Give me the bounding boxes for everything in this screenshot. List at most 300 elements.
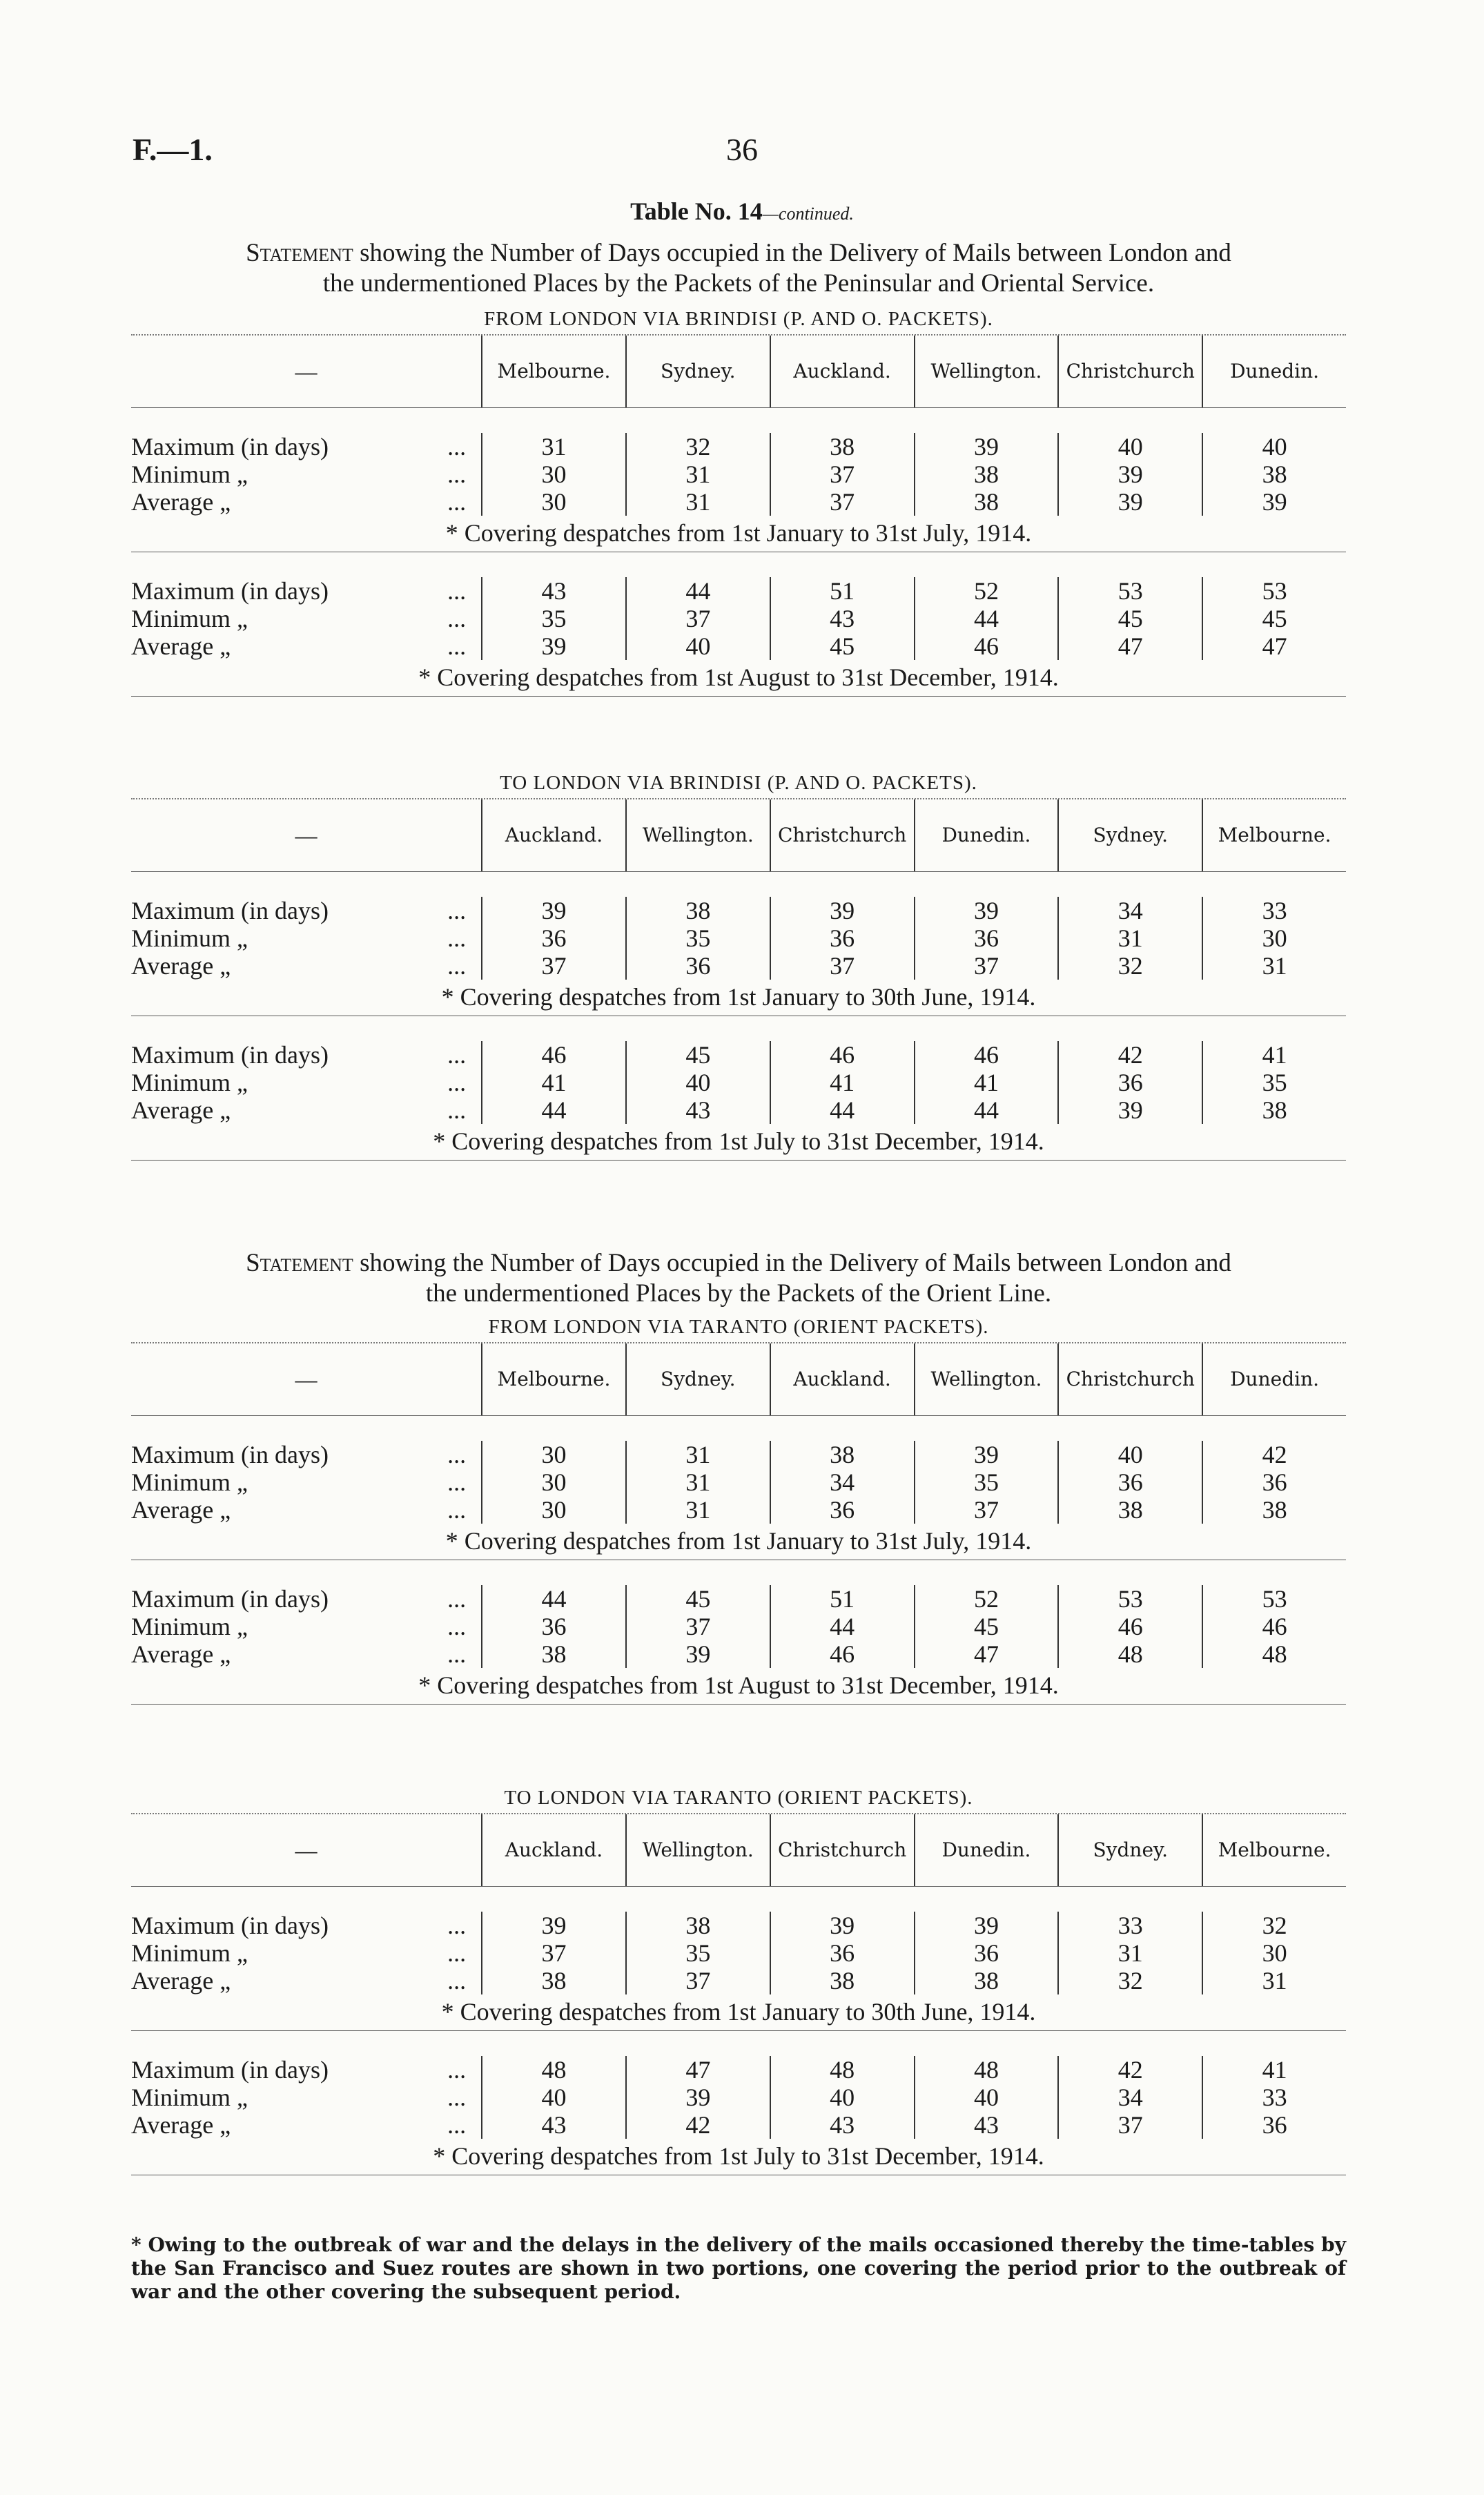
table-cell: 35 (625, 1939, 770, 1967)
column-header: Sydney. (625, 336, 770, 407)
table-cell: 33 (1202, 2084, 1346, 2111)
table-cell: 36 (770, 1939, 914, 1967)
section-title: TO LONDON VIA TARANTO (ORIENT PACKETS). (504, 1787, 973, 1809)
statement-orient-line (131, 1248, 1346, 1309)
table-cell: 31 (1057, 1939, 1202, 1967)
period-note: * Covering despatches from 1st July to 31st December, 1914. (433, 1127, 1044, 1155)
leader-dots: ... (447, 952, 467, 980)
section-title: FROM LONDON VIA BRINDISI (P. AND O. PACKETS). (484, 308, 993, 330)
table-cell: 39 (481, 1912, 625, 1939)
leader-dots: ... (447, 1640, 467, 1668)
row-label-text: Maximum (in days) (131, 577, 329, 605)
row-label-text: Average „ (131, 2111, 231, 2139)
leader-dots: ... (447, 1496, 467, 1524)
table-title-main: Table No. 14 (630, 197, 763, 225)
table-cell: 46 (1057, 1613, 1202, 1640)
row-label (131, 952, 481, 980)
column-header: Wellington. (914, 336, 1058, 407)
period-block (131, 552, 1346, 696)
rule (131, 1704, 1346, 1705)
table-cell: 46 (770, 1041, 914, 1069)
table-row (131, 1912, 1346, 1939)
leader-dots: ... (447, 488, 467, 516)
table-cell: 30 (1202, 1939, 1346, 1967)
table-cell: 37 (914, 952, 1058, 980)
leader-dots: ... (447, 897, 467, 924)
table-cell: 43 (914, 2111, 1058, 2139)
column-header: Wellington. (625, 1814, 770, 1886)
table-cell: 30 (481, 1468, 625, 1496)
column-header: Dunedin. (1202, 336, 1346, 407)
row-label (131, 488, 481, 516)
row-label (131, 1041, 481, 1069)
table-cell: 46 (914, 632, 1058, 660)
row-label (131, 897, 481, 924)
table-cell: 48 (770, 2056, 914, 2084)
section-title: TO LONDON VIA BRINDISI (P. AND O. PACKETS). (500, 772, 977, 794)
table-cell: 36 (481, 924, 625, 952)
table-cell: 34 (1057, 2084, 1202, 2111)
column-header-row (131, 1814, 1346, 1887)
row-label (131, 632, 481, 660)
table-cell: 46 (914, 1041, 1058, 1069)
table-cell: 36 (625, 952, 770, 980)
page-number: 36 (726, 132, 758, 167)
row-label-text: Average „ (131, 488, 231, 516)
table-cell: 33 (1202, 897, 1346, 924)
table-cell: 40 (1057, 433, 1202, 460)
table-cell: 36 (770, 1496, 914, 1524)
row-label (131, 2111, 481, 2139)
row-label-header: — (295, 1838, 318, 1863)
row-label-text: Minimum „ (131, 2084, 248, 2111)
column-header: Melbourne. (481, 1343, 625, 1415)
leader-dots: ... (447, 632, 467, 660)
table-cell: 39 (1057, 488, 1202, 516)
table-cell: 47 (1202, 632, 1346, 660)
row-label (131, 433, 481, 460)
row-label-text: Maximum (in days) (131, 1441, 329, 1468)
table-cell: 39 (481, 632, 625, 660)
statement-line2: the undermentioned Places by the Packets of the Peninsular and Oriental Service. (322, 269, 1155, 298)
table-cell: 51 (770, 1585, 914, 1613)
row-label (131, 1496, 481, 1524)
table-cell: 35 (481, 605, 625, 632)
table-cell: 45 (625, 1585, 770, 1613)
table-cell: 44 (914, 1096, 1058, 1124)
table-cell: 40 (625, 1069, 770, 1096)
period-note: * Covering despatches from 1st January to 30th June, 1914. (441, 983, 1036, 1011)
row-label-header: — (295, 1367, 318, 1392)
table-cell: 48 (1202, 1640, 1346, 1668)
table-cell: 53 (1057, 1585, 1202, 1613)
table-cell: 45 (625, 1041, 770, 1069)
row-label (131, 924, 481, 952)
table-cell: 37 (625, 1967, 770, 1994)
column-header: Auckland. (481, 799, 625, 871)
column-header: Dunedin. (914, 1814, 1058, 1886)
row-label (131, 577, 481, 605)
table-cell: 40 (770, 2084, 914, 2111)
rule (131, 1160, 1346, 1161)
column-header: Christchurch (770, 799, 914, 871)
leader-dots: ... (447, 577, 467, 605)
table-row (131, 2056, 1346, 2084)
table-cell: 46 (770, 1640, 914, 1668)
table-cell: 37 (625, 605, 770, 632)
table-cell: 39 (1057, 1096, 1202, 1124)
table-cell: 37 (770, 952, 914, 980)
table-cell: 31 (625, 460, 770, 488)
table-cell: 38 (625, 1912, 770, 1939)
table-cell: 48 (481, 2056, 625, 2084)
row-label-text: Minimum „ (131, 1939, 248, 1967)
table-cell: 40 (1202, 433, 1346, 460)
row-label-text: Average „ (131, 632, 231, 660)
row-label (131, 1441, 481, 1468)
table-row (131, 632, 1346, 660)
period-block (131, 2031, 1346, 2175)
table-cell: 51 (770, 577, 914, 605)
table-cell: 52 (914, 1585, 1058, 1613)
column-header-row (131, 1343, 1346, 1416)
table-cell: 38 (481, 1640, 625, 1668)
period-block (131, 1016, 1346, 1160)
table-title (0, 197, 1484, 226)
period-note: * Covering despatches from 1st January to 31st July, 1914. (445, 1527, 1032, 1555)
table-cell: 39 (1057, 460, 1202, 488)
table-cell: 43 (770, 2111, 914, 2139)
table-cell: 53 (1057, 577, 1202, 605)
leader-dots: ... (447, 1096, 467, 1124)
table-cell: 38 (770, 1967, 914, 1994)
statement-lead: Statement (246, 1249, 353, 1277)
column-header-row (131, 799, 1346, 872)
leader-dots: ... (447, 1041, 467, 1069)
table-cell: 40 (1057, 1441, 1202, 1468)
table-cell: 38 (1202, 1096, 1346, 1124)
table-cell: 31 (481, 433, 625, 460)
leader-dots: ... (447, 1069, 467, 1096)
table-cell: 35 (914, 1468, 1058, 1496)
table-cell: 38 (625, 897, 770, 924)
table-cell: 41 (914, 1069, 1058, 1096)
table-cell: 31 (1202, 952, 1346, 980)
row-label (131, 1939, 481, 1967)
table-cell: 44 (770, 1613, 914, 1640)
column-header: Christchurch (1057, 336, 1202, 407)
table-cell: 47 (625, 2056, 770, 2084)
leader-dots: ... (447, 1939, 467, 1967)
rule (131, 696, 1346, 697)
row-label-header: — (295, 359, 318, 384)
period-block (131, 1887, 1346, 2030)
table-cell: 37 (770, 460, 914, 488)
table-row (131, 1041, 1346, 1069)
table-cell: 31 (1202, 1967, 1346, 1994)
table-cell: 36 (770, 924, 914, 952)
section-title: FROM LONDON VIA TARANTO (ORIENT PACKETS). (488, 1316, 989, 1338)
column-header: Melbourne. (1202, 799, 1346, 871)
leader-dots: ... (447, 605, 467, 632)
table-row (131, 1585, 1346, 1613)
table-cell: 42 (1057, 2056, 1202, 2084)
table-row (131, 2111, 1346, 2139)
table-cell: 47 (1057, 632, 1202, 660)
leader-dots: ... (447, 2084, 467, 2111)
column-header: Sydney. (1057, 1814, 1202, 1886)
table-row (131, 2084, 1346, 2111)
row-label-text: Average „ (131, 1967, 231, 1994)
table-cell: 44 (481, 1096, 625, 1124)
column-header: Auckland. (770, 336, 914, 407)
table-cell: 36 (914, 924, 1058, 952)
leader-dots: ... (447, 1441, 467, 1468)
column-header: Auckland. (481, 1814, 625, 1886)
table-cell: 38 (914, 488, 1058, 516)
table-cell: 40 (481, 2084, 625, 2111)
table-cell: 39 (914, 1441, 1058, 1468)
table-cell: 31 (1057, 924, 1202, 952)
row-label (131, 1613, 481, 1640)
table-cell: 42 (625, 2111, 770, 2139)
row-label-text: Minimum „ (131, 1613, 248, 1640)
column-header: Sydney. (625, 1343, 770, 1415)
table-cell: 41 (1202, 1041, 1346, 1069)
row-label-text: Maximum (in days) (131, 1041, 329, 1069)
table-cell: 39 (770, 897, 914, 924)
table-cell: 52 (914, 577, 1058, 605)
statement-peninsular-oriental (131, 238, 1346, 299)
table-cell: 31 (625, 1441, 770, 1468)
section-to-london-brindisi (131, 768, 1346, 1161)
column-header: Wellington. (625, 799, 770, 871)
table-row (131, 433, 1346, 460)
table-cell: 40 (914, 2084, 1058, 2111)
column-header: Christchurch (1057, 1343, 1202, 1415)
section-to-london-taranto (131, 1783, 1346, 2175)
column-header: Wellington. (914, 1343, 1058, 1415)
statement-line2: the undermentioned Places by the Packets of the Orient Line. (425, 1279, 1052, 1308)
table-cell: 38 (1202, 1496, 1346, 1524)
statement-lead: Statement (246, 239, 353, 267)
row-label-text: Maximum (in days) (131, 2056, 329, 2084)
table-cell: 30 (481, 1441, 625, 1468)
table-row (131, 1441, 1346, 1468)
row-label (131, 605, 481, 632)
table-cell: 39 (625, 1640, 770, 1668)
column-header-row (131, 336, 1346, 408)
period-note: * Covering despatches from 1st July to 31st December, 1914. (433, 2142, 1044, 2170)
table-row (131, 1468, 1346, 1496)
row-label-text: Minimum „ (131, 1468, 248, 1496)
period-note: * Covering despatches from 1st August to 31st December, 1914. (418, 1671, 1059, 1699)
table-cell: 44 (914, 605, 1058, 632)
table-cell: 46 (1202, 1613, 1346, 1640)
table-cell: 43 (481, 2111, 625, 2139)
table-cell: 37 (770, 488, 914, 516)
table-cell: 30 (481, 460, 625, 488)
row-label (131, 1967, 481, 1994)
table-cell: 34 (770, 1468, 914, 1496)
statement-line1: showing the Number of Days occupied in the Delivery of Mails between London and (353, 239, 1231, 267)
table-cell: 37 (625, 1613, 770, 1640)
row-label-text: Average „ (131, 1496, 231, 1524)
table-cell: 36 (1057, 1069, 1202, 1096)
table-cell: 47 (914, 1640, 1058, 1668)
table-cell: 30 (481, 1496, 625, 1524)
period-note: * Covering despatches from 1st January to 30th June, 1914. (441, 1998, 1036, 2026)
row-label-text: Minimum „ (131, 924, 248, 952)
table-row (131, 605, 1346, 632)
table-cell: 38 (770, 1441, 914, 1468)
table-cell: 37 (914, 1496, 1058, 1524)
row-label-text: Maximum (in days) (131, 897, 329, 924)
table-row (131, 924, 1346, 952)
column-header: Dunedin. (914, 799, 1058, 871)
row-label (131, 1468, 481, 1496)
table-cell: 38 (914, 460, 1058, 488)
column-header: Dunedin. (1202, 1343, 1346, 1415)
table-cell: 45 (1057, 605, 1202, 632)
table-cell: 37 (1057, 2111, 1202, 2139)
row-label (131, 460, 481, 488)
table-cell: 31 (625, 1468, 770, 1496)
leader-dots: ... (447, 1613, 467, 1640)
table-cell: 41 (1202, 2056, 1346, 2084)
row-label-text: Maximum (in days) (131, 433, 329, 460)
table-cell: 39 (914, 1912, 1058, 1939)
table-row (131, 1967, 1346, 1994)
table-row (131, 1069, 1346, 1096)
table-cell: 32 (1057, 952, 1202, 980)
table-title-suffix: —continued. (762, 204, 854, 224)
leader-dots: ... (447, 1468, 467, 1496)
table-cell: 36 (1202, 2111, 1346, 2139)
row-label-text: Average „ (131, 1096, 231, 1124)
table-cell: 38 (1202, 460, 1346, 488)
row-label-text: Maximum (in days) (131, 1585, 329, 1613)
leader-dots: ... (447, 433, 467, 460)
table-cell: 31 (625, 488, 770, 516)
table-cell: 31 (625, 1496, 770, 1524)
table-cell: 39 (1202, 488, 1346, 516)
table-cell: 37 (481, 952, 625, 980)
table-row (131, 1496, 1346, 1524)
table-row (131, 577, 1346, 605)
column-header: Auckland. (770, 1343, 914, 1415)
section-from-london-taranto (131, 1312, 1346, 1705)
row-label-text: Average „ (131, 1640, 231, 1668)
row-label-text: Average „ (131, 952, 231, 980)
table-cell: 41 (770, 1069, 914, 1096)
table-row (131, 1640, 1346, 1668)
period-block (131, 1416, 1346, 1560)
table-cell: 32 (1202, 1912, 1346, 1939)
table-cell: 48 (1057, 1640, 1202, 1668)
table-row (131, 952, 1346, 980)
leader-dots: ... (447, 460, 467, 488)
statement-line1: showing the Number of Days occupied in the Delivery of Mails between London and (353, 1249, 1231, 1277)
table-cell: 38 (914, 1967, 1058, 1994)
section-from-london-brindisi (131, 304, 1346, 697)
table-cell: 30 (1202, 924, 1346, 952)
table-cell: 39 (481, 897, 625, 924)
table-cell: 43 (770, 605, 914, 632)
footnote: * Owing to the outbreak of war and the delays in the delivery of the mails occasioned thereby the time-tables by the San Francisco and Suez routes are shown in two portions, one covering the period prior to the outbreak of war and the other covering the subsequent period. (131, 2233, 1346, 2303)
table-cell: 46 (481, 1041, 625, 1069)
table-cell: 44 (625, 577, 770, 605)
table-cell: 48 (914, 2056, 1058, 2084)
column-header: Christchurch (770, 1814, 914, 1886)
row-label-header: — (295, 823, 318, 848)
period-block (131, 408, 1346, 552)
table-cell: 37 (481, 1939, 625, 1967)
leader-dots: ... (447, 1585, 467, 1613)
row-label-text: Minimum „ (131, 605, 248, 632)
table-cell: 38 (481, 1967, 625, 1994)
table-row (131, 1939, 1346, 1967)
column-header: Sydney. (1057, 799, 1202, 871)
table-cell: 39 (770, 1912, 914, 1939)
table-cell: 32 (625, 433, 770, 460)
leader-dots: ... (447, 924, 467, 952)
table-cell: 45 (770, 632, 914, 660)
table-row (131, 488, 1346, 516)
table-cell: 34 (1057, 897, 1202, 924)
table-cell: 42 (1202, 1441, 1346, 1468)
period-block (131, 872, 1346, 1016)
table-cell: 36 (914, 1939, 1058, 1967)
table-row (131, 1613, 1346, 1640)
table-cell: 36 (1057, 1468, 1202, 1496)
row-label (131, 1096, 481, 1124)
table-cell: 35 (625, 924, 770, 952)
leader-dots: ... (447, 1912, 467, 1939)
document-reference: F.—1. (133, 132, 213, 167)
row-label (131, 1069, 481, 1096)
period-note: * Covering despatches from 1st August to 31st December, 1914. (418, 663, 1059, 691)
table-cell: 40 (625, 632, 770, 660)
table-row (131, 897, 1346, 924)
table-cell: 53 (1202, 577, 1346, 605)
table-cell: 38 (770, 433, 914, 460)
table-row (131, 460, 1346, 488)
table-cell: 43 (481, 577, 625, 605)
leader-dots: ... (447, 2111, 467, 2139)
table-cell: 39 (914, 897, 1058, 924)
row-label-text: Maximum (in days) (131, 1912, 329, 1939)
leader-dots: ... (447, 2056, 467, 2084)
row-label-text: Minimum „ (131, 460, 248, 488)
table-cell: 44 (481, 1585, 625, 1613)
table-cell: 45 (1202, 605, 1346, 632)
table-cell: 32 (1057, 1967, 1202, 1994)
period-note: * Covering despatches from 1st January to 31st July, 1914. (445, 519, 1032, 547)
leader-dots: ... (447, 1967, 467, 1994)
table-cell: 39 (625, 2084, 770, 2111)
table-cell: 35 (1202, 1069, 1346, 1096)
table-cell: 43 (625, 1096, 770, 1124)
table-cell: 45 (914, 1613, 1058, 1640)
table-cell: 36 (481, 1613, 625, 1640)
row-label (131, 1912, 481, 1939)
table-cell: 41 (481, 1069, 625, 1096)
table-row (131, 1096, 1346, 1124)
row-label-text: Minimum „ (131, 1069, 248, 1096)
table-cell: 39 (914, 433, 1058, 460)
table-cell: 36 (1202, 1468, 1346, 1496)
